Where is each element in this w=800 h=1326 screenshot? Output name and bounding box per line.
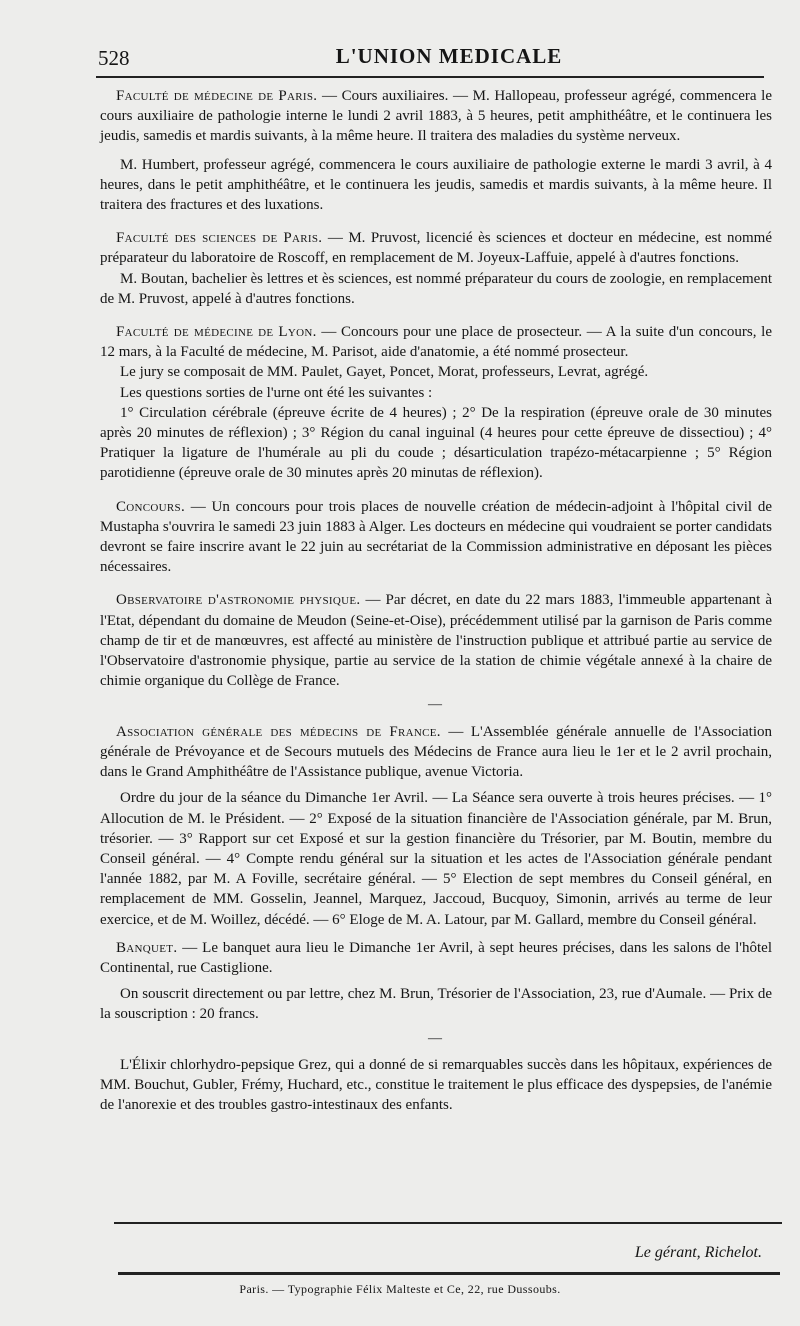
page-header [98, 42, 760, 76]
paragraph: M. Humbert, professeur agrégé, commencera le cours auxiliaire de pathologie externe le mardi 3 avril, à 4 heures, dans le petit amphithéâtre, et le continuera les jeudis, samedis et mardis suivants, à la même heure. Il traitera des fractures et des luxations. [100, 156, 772, 214]
section-separator: — [428, 697, 444, 713]
section-concours [100, 497, 772, 578]
section-paris-sciences [100, 228, 772, 268]
section-text: — Le banquet aura lieu le Dimanche 1er Avril, à sept heures précises, dans les salons de l'hôtel Continental, rue Castiglione. [100, 939, 772, 976]
section-heading: Observatoire d'astronomie physique. [116, 592, 361, 609]
running-title: L'UNION MEDICALE [335, 44, 563, 68]
article-body [100, 86, 772, 1115]
section-paris-medicine [100, 86, 772, 147]
section-heading: Faculté de médecine de Lyon. [116, 324, 317, 341]
paragraph: Le jury se composait de MM. Paulet, Gayet, Poncet, Morat, professeurs, Levrat, agrégé. [120, 364, 649, 381]
section-separator: — [428, 1030, 444, 1046]
section-lyon-medicine [100, 322, 772, 362]
section-heading: Banquet. [116, 939, 178, 956]
imprint-rule [118, 1272, 780, 1275]
section-text: — Concours pour une place de prosecteur. — A la suite d'un concours, le 12 mars, à la Faculté de médecine, M. Parisot, aide d'anatomie, a été nommé prosecteur. [100, 324, 772, 361]
section-heading: Faculté des sciences de Paris. [116, 230, 323, 247]
section-heading: Concours. [116, 498, 186, 515]
section-text: — Un concours pour trois places de nouvelle création de médecin-adjoint à l'hôpital civil de Mustapha s'ouvrira le samedi 23 juin 1883 à Alger. Les docteurs en médecine qui voudraient se porter candidats devront se faire inscrire avant le 22 juin au secrétariat de la Commission administrative en déposant les pièces nécessaires. [100, 498, 772, 576]
paragraph: Les questions sorties de l'urne ont été les suivantes : [120, 384, 433, 401]
footer-rule [114, 1222, 782, 1224]
printer-imprint: Paris. — Typographie Félix Malteste et Ce, 22, rue Dussoubs. [239, 1282, 561, 1296]
section-text: — L'Assemblée générale annuelle de l'Association générale de Prévoyance et de Secours mutuels des Médecins de France aura lieu le 1er et le 2 avril prochain, dans le Grand Amphithéâtre de l'Assistance publique, avenue Victoria. [100, 723, 772, 781]
section-text: — Cours auxiliaires. — M. Hallopeau, professeur agrégé, commencera le cours auxiliaire de pathologie interne le lundi 2 avril 1883, à 5 heures, petit amphithéâtre, et le continuera les jeudis, samedis et mardis suivants, à la même heure. Il traitera des maladies du système nerveux. [100, 88, 772, 145]
section-text: — M. Pruvost, licencié ès sciences et docteur en médecine, est nommé préparateur du laboratoire de Roscoff, en remplacement de M. Joyeux-Laffuie, appelé à d'autres fonctions. [100, 230, 772, 267]
paragraph: Ordre du jour de la séance du Dimanche 1er Avril. — La Séance sera ouverte à trois heures précises. — 1° Allocution de M. le Président. — 2° Exposé de la situation financière de l'Association générale, par M. Brun, trésorier. — 3° Rapport sur cet Exposé et sur la gestion financière du Trésorier, par M. Boutin, membre du Conseil général. — 4° Compte rendu général sur la situation et les actes de l'Association générale pendant l'année 1882, par M. A Foville, secrétaire général. — 5° Election de sept membres du Conseil général, en remplacement de MM. Gosselin, Jeannel, Marquez, Jaccoud, Bucquoy, Simonin, arrivés au terme de leur exercice, et de M. Woillez, décédé. — 6° Eloge de M. A. Latour, par M. Gallard, membre du Conseil général. [100, 790, 772, 928]
page-number: 528 [98, 46, 130, 70]
section-text: — Par décret, en date du 22 mars 1883, l'immeuble appartenant à l'Etat, dépendant du domaine de Meudon (Seine-et-Oise), précédemment utilisé par la garnison de Paris comme champ de tir et de manœuvres, est affecté au ministère de l'instruction publique et attribué partie au service de l'Observatoire d'astronomie physique, partie au service de la station de chimie végétale annexé à la chaire de chimie organique du Collège de France. [100, 592, 772, 690]
section-association [100, 722, 772, 783]
paragraph: On souscrit directement ou par lettre, chez M. Brun, Trésorier de l'Association, 23, rue d'Aumale. — Prix de la souscription : 20 francs. [100, 986, 772, 1023]
section-observatoire [100, 590, 772, 691]
section-heading: Association générale des médecins de France. [116, 723, 441, 740]
section-heading: Faculté de médecine de Paris. [116, 88, 318, 104]
manager-signature: Le gérant, Richelot. [634, 1244, 762, 1261]
header-rule [96, 76, 764, 78]
section-banquet [100, 938, 772, 978]
paragraph: 1° Circulation cérébrale (épreuve écrite de 4 heures) ; 2° De la respiration (épreuve orale de 30 minutes après 20 minutes de réflexion) ; 3° Région du canal inguinal (4 heures pour cette épreuve de dissectiou) ; 4° Pratiquer la ligature de l'humérale au pli du coude ; désarticulation trapézo-métacarpienne ; 5° Région parotidienne (épreuve orale de 30 minutes après 20 minutas de réflexion). [100, 404, 772, 482]
paragraph: M. Boutan, bachelier ès lettres et ès sciences, est nommé préparateur du cours de zoologie, en remplacement de M. Pruvost, appelé à d'autres fonctions. [100, 270, 772, 307]
advert-paragraph: L'Élixir chlorhydro-pepsique Grez, qui a donné de si remarquables succès dans les hôpitaux, expériences de MM. Bouchut, Gubler, Frémy, Huchard, etc., constitue le traitement le plus efficace des dyspepsies, de l'anémie de l'anorexie et des troubles gastro-intestinaux des enfants. [100, 1056, 772, 1114]
